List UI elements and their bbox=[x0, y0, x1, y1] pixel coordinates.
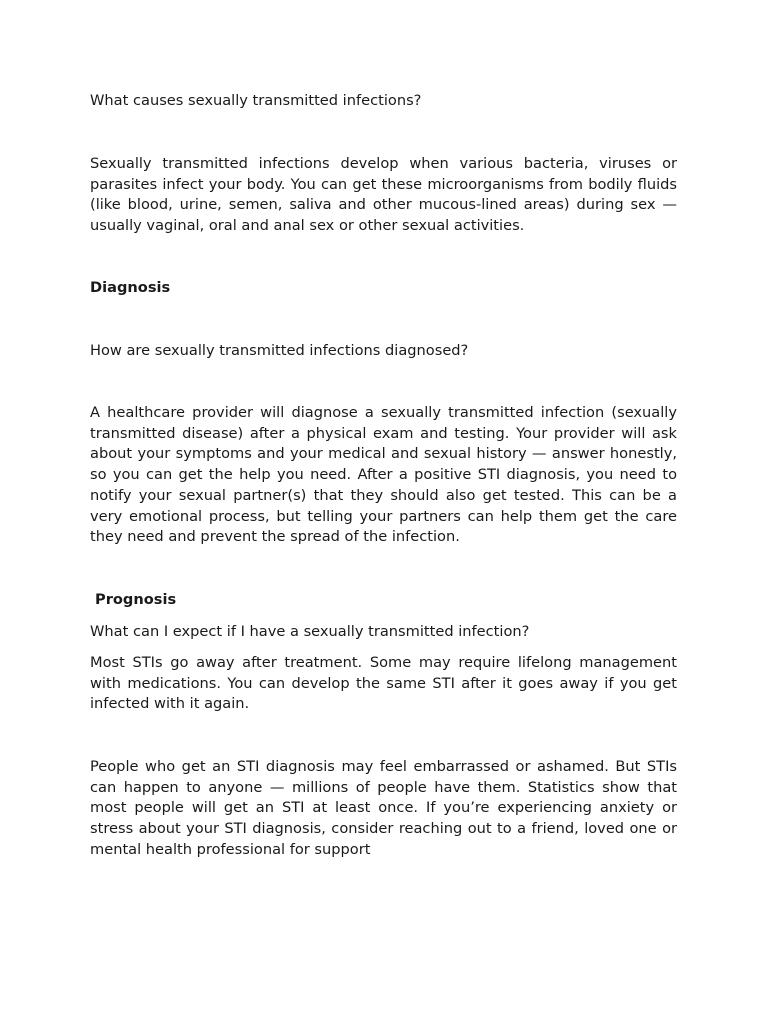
question-diagnosis: How are sexually transmitted infections diagnosed? bbox=[90, 342, 469, 359]
paragraph-causes: Sexually transmitted infections develop when various bacteria, viruses or parasites infect your body. You can get these microorganisms from bodily fluids (like blood, urine, semen, saliva and other mucous-lined areas) during sex — usually vaginal, oral and anal sex or other sexual activities. bbox=[90, 155, 677, 235]
document-page bbox=[90, 0, 677, 1024]
heading-diagnosis: Diagnosis bbox=[90, 279, 171, 296]
heading-prognosis: Prognosis bbox=[95, 591, 177, 608]
question-causes: What causes sexually transmitted infections? bbox=[90, 92, 422, 109]
paragraph-prognosis-support: People who get an STI diagnosis may feel embarrassed or ashamed. But STIs can happen to anyone — millions of people have them. Statistics show that most people will get an STI at least once. If you’re experiencing anxiety or stress about your STI diagnosis, consider reaching out to a friend, loved one or mental health professional for support bbox=[90, 758, 677, 858]
paragraph-diagnosis: A healthcare provider will diagnose a sexually transmitted infection (sexually transmitted disease) after a physical exam and testing. Your provider will ask about your symptoms and your medical and sexual history — answer honestly, so you can get the help you need. After a positive STI diagnosis, you need to notify your sexual partner(s) that they should also get tested. This can be a very emotional process, but telling your partners can help them get the care they need and prevent the spread of the infection. bbox=[90, 404, 677, 546]
question-prognosis: What can I expect if I have a sexually transmitted infection? bbox=[90, 623, 530, 640]
paragraph-prognosis-treatment: Most STIs go away after treatment. Some may require lifelong management with medications. You can develop the same STI after it goes away if you get infected with it again. bbox=[90, 654, 677, 713]
